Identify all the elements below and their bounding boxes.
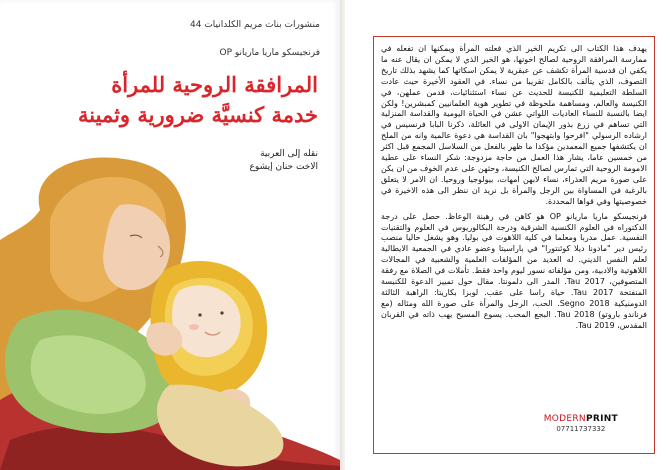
translated-into-label: نقله إلى العربية [260,149,318,159]
series-label: منشورات بنات مريم الكلدانيات 44 [190,20,320,30]
translator-name: الاخت حنان إيشوع [249,162,318,172]
book-title [18,70,318,130]
title-line-1: المرافقة الروحية للمرأة [111,72,318,97]
printer-name-part-1: MODERN [543,414,586,424]
printer-name [544,414,618,424]
printer-logo [544,414,618,433]
back-cover [345,0,670,470]
book-description: يهدف هذا الكتاب الى تكريم الخير الذي فعلته المرأة ويمكنها ان تفعله في ممارسة المرافقة الروحية لصالح اخوتها، هو الخير الذي لا يمكن ان يقال عنه ما يكفي ان قدسية المرأة تكشف عن عبقرية لا يمكن اسكاتها كما يشهد بذلك تاريخ التصوف، الذي يتألف بالكامل تقريبا من نساء. في العقود الأخيرة حيث عادت السلطة التعليمية للكنيسة للحديث عن نساء استثنائيات، قدمن عملهن، في الكنيسة والعالم، ومساهمة ملحوظة في تطوير هوية العلمانيين كمبشرين! ولكن ايضا بالنسبة للنساء العاديات اللواتي عشن في الحياة اليومية والقداسة المنزلية التي تساهم في زرع بذور الإيمان الاولى في العائلة، ذكرنا البابا فرنسيس في ارشاده الرسولي "افرحوا وابتهجوا" بان القداسة هي دعوة عالمية وانه من الملح ان يكتشفها جميع المعمدين مؤكدا ما ظهر بالفعل من السلاسل المجمع قبل اكثر من خمسين عاما، يشار هذا العمل من حاجة مزدوجة: شكر النساء على عطية الامومة الروحية التي تمارس لصالح الكنيسة، وحثهن على عدم الخوف من ان يكن على صورة مريم العذراء، نساء لابهن امهات، بيولوجيا وروحيا. ان الامر لا يتعلق بالرغبة في المساواة بين الرجل والمرأة بل نريد ان ننظر الى هذه الاخيرة في خصوصيتها وفي قواها المحددة. [381,44,647,206]
mother-child-illustration [0,150,340,470]
printer-name-part-2: PRINT [585,414,618,424]
author-name: فرنجيسكو ماريا ماريانو OP [219,48,320,58]
back-cover-text [381,44,647,336]
printer-phone: 07711737332 [556,425,606,433]
title-line-2: خدمة كنسيَّة ضرورية وثمينة [78,102,318,127]
author-biography: فرنجيسكو ماريا ماريانو OP هو كاهن في رهبنة الوعاظ. حصل على درجة الدكتوراه في العلوم الكنسية الشرقية ودرجة البكالوريوس في العلوم والتقنيات النفسية. عمل مدربا ومعلما في كلية اللاهوت في بوليا. وهو يشغل حاليا منصب رئيس دير "مادونا ديلا كوئنتورا" في باراسيتا وعضو عادي في الجمعية الايطالية لعلم النفس الديني. له العديد من المؤلفات العلمية والشعبية في المجالات اللاهوتية والادبية، ومن مؤلفاته نسور ليوم واحد فقط. تأملات في الصلاة مع رفقة المتصوفين، Tau 2017. المدر الى دلمونتا. مقال حول تمييز الدعوة للكنيسة المنفتحة Tau 2017. حياة راسا على عقب. لوبزا بكاريتا: الراهبة الثالثة الدومنيكية Segno 2018. الحب، الرجل والمرأة على صورة الله ومثاله (مع فرناندو باروتو) Tau 2018. البجع المحب. يسوع المسيح يهب ذاته في القربان المقدس، Tau 2019. [381,211,648,330]
